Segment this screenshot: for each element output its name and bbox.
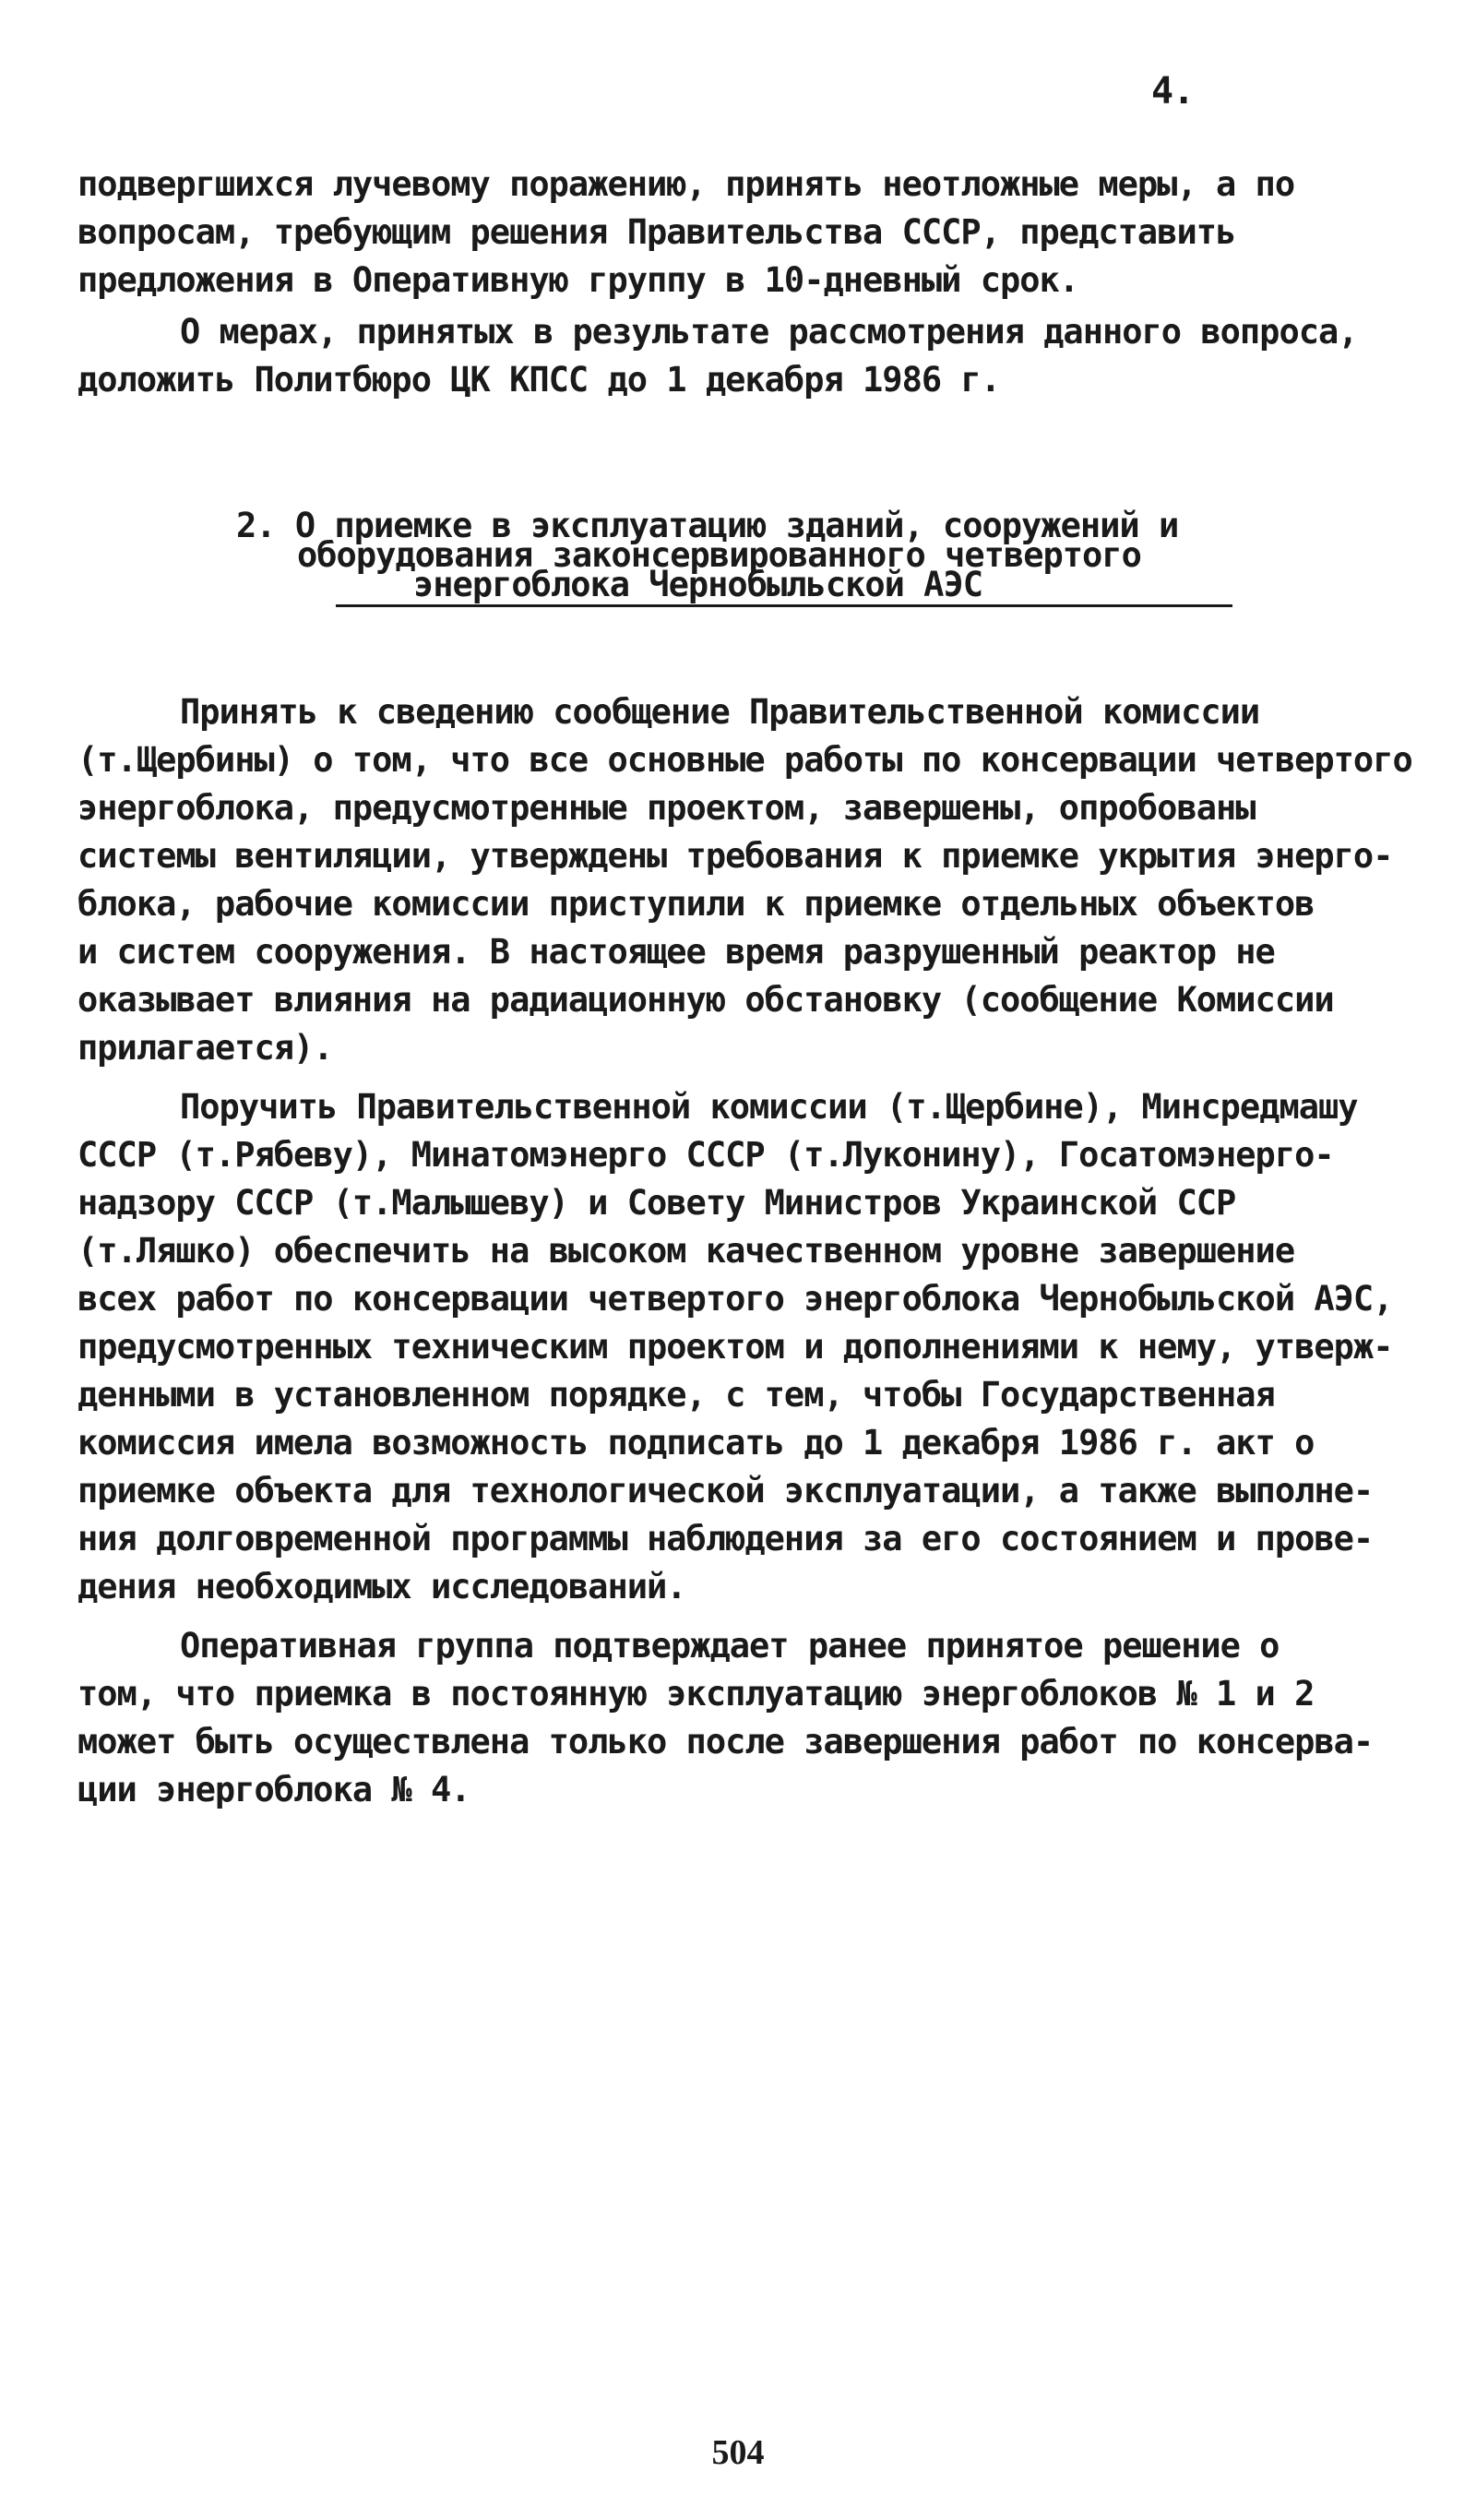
paragraph-2-line: надзору СССР (т.Малышеву) и Совету Министров Украинской ССР: [77, 1183, 1236, 1223]
paragraph-3-line: Оперативная группа подтверждает ранее принятое решение о: [180, 1626, 1280, 1666]
section-heading-line: оборудования законсервированного четвертого: [297, 535, 1141, 575]
page-number: 4.: [1151, 70, 1195, 113]
paragraph-2-line: предусмотренных техническим проектом и дополнениями к нему, утверж-: [77, 1327, 1393, 1367]
paragraph-2-line: ния долговременной программы наблюдения за его состоянием и прове-: [77, 1519, 1374, 1559]
report-line: О мерах, принятых в результате рассмотрения данного вопроса,: [180, 312, 1358, 352]
section-heading-line: энергоблока Чернобыльской АЭС: [413, 565, 983, 604]
paragraph-1-line: оказывает влияния на радиационную обстановку (сообщение Комиссии: [77, 980, 1334, 1020]
paragraph-3-line: может быть осуществлена только после завершения работ по консерва-: [77, 1722, 1374, 1762]
paragraph-1-line: энергоблока, предусмотренные проектом, завершены, опробованы: [77, 788, 1256, 828]
paragraph-1-line: блока, рабочие комиссии приступили к приемке отдельных объектов: [77, 884, 1315, 924]
paragraph-1-line: Принять к сведению сообщение Правительственной комиссии: [180, 692, 1260, 732]
archive-folio: 504: [711, 2433, 765, 2472]
paragraph-2-line: СССР (т.Рябеву), Минатомэнерго СССР (т.Луконину), Госатомэнерго-: [77, 1135, 1334, 1175]
paragraph-1-line: (т.Щербины) о том, что все основные работы по консервации четвертого: [77, 740, 1412, 780]
paragraph-3-line: том, что приемка в постоянную эксплуатацию энергоблоков № 1 и 2: [77, 1674, 1315, 1714]
paragraph-2-line: приемке объекта для технологической эксплуатации, а также выполне-: [77, 1471, 1374, 1511]
paragraph-2-line: всех работ по консервации четвертого энергоблока Чернобыльской АЭС,: [77, 1279, 1393, 1319]
paragraph-2-line: дения необходимых исследований.: [77, 1567, 686, 1606]
paragraph-2-line: (т.Ляшко) обеспечить на высоком качественном уровне завершение: [77, 1231, 1295, 1271]
paragraph-1-line: и систем сооружения. В настоящее время разрушенный реактор не: [77, 932, 1275, 972]
paragraph-2-line: Поручить Правительственной комиссии (т.Щербине), Минсредмашу: [180, 1087, 1358, 1127]
continuation-line: предложения в Оперативную группу в 10-дневный срок.: [77, 260, 1079, 300]
paragraph-2-line: комиссия имела возможность подписать до 1 декабря 1986 г. акт о: [77, 1423, 1315, 1463]
paragraph-2-line: денными в установленном порядке, с тем, чтобы Государственная: [77, 1375, 1275, 1415]
paragraph-1-line: прилагается).: [77, 1028, 333, 1068]
paragraph-1-line: системы вентиляции, утверждены требования к приемке укрытия энерго-: [77, 836, 1393, 876]
section-heading-line: 2. О приемке в эксплуатацию зданий, сооружений и: [236, 506, 1179, 545]
continuation-line: подвергшихся лучевому поражению, принять неотложные меры, а по: [77, 164, 1295, 204]
report-line: доложить Политбюро ЦК КПСС до 1 декабря 1986 г.: [77, 360, 1000, 400]
continuation-line: вопросам, требующим решения Правительства СССР, представить: [77, 212, 1236, 252]
paragraph-3-line: ции энергоблока № 4.: [77, 1770, 470, 1809]
section-heading-underline: [336, 604, 1232, 607]
